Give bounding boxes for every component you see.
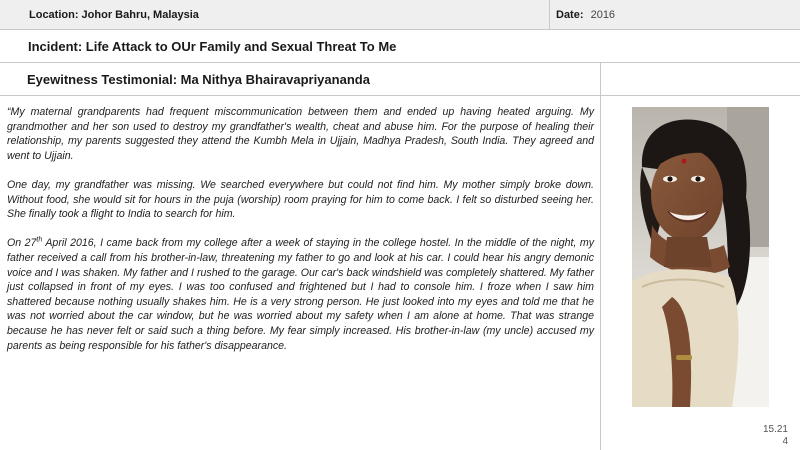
incident-row bbox=[0, 30, 800, 63]
eyewitness-row bbox=[0, 63, 800, 96]
eyewitness-title: Eyewitness Testimonial: Ma Nithya Bhairavapriyananda bbox=[27, 72, 370, 87]
paragraph-start: On 27 bbox=[7, 237, 37, 250]
page-number-line: 4 bbox=[782, 436, 788, 447]
incident-title: Incident: Life Attack to OUr Family and Sexual Threat To Me bbox=[28, 39, 397, 54]
paragraph-rest: April 2016, I came back from my college after a week of staying in the college hostel. In the middle of the night, my father received a call from his brother-in-law, threatening my father to go and look at his car. I could hear his angry demonic voice and I was shaken. My father and I rushed to the garage. Our car's back windshield was completely shattered. My father just collapsed in front of my eyes. I was too confused and frightened but I had to console him. I froze when I saw him shattered because nothing usually shakes him. He is a very strong person. He just looked into my eyes and told me that he was not worried about the car window, but he was worried about my safety when I am alone at home. That was strange because he has never felt or said such a thing before. My fear simply increased. His brother-in-law (my uncle) accused my parents as being responsible for his father's disappearance. bbox=[7, 237, 594, 352]
date-value: 2016 bbox=[590, 9, 616, 21]
column-divider bbox=[600, 96, 601, 450]
location-label: Location: Johor Bahru, Malaysia bbox=[0, 0, 550, 30]
date-label: Date: bbox=[556, 9, 584, 21]
testimonial-body bbox=[0, 96, 800, 450]
header-row bbox=[0, 0, 800, 30]
testimonial-paragraph bbox=[7, 236, 594, 353]
column-divider bbox=[600, 63, 601, 96]
page-number-line: 15.21 bbox=[762, 424, 788, 435]
testimonial-paragraph: One day, my grandfather was missing. We searched everywhere but could not find him. My mother simply broke down. Without food, she would sit for hours in the puja (worship) room praying for him to come back. I felt so disturbed seeing her. She finally took a flight to India to search for him. bbox=[7, 178, 594, 221]
page-number bbox=[748, 424, 788, 448]
testimonial-paragraph: “My maternal grandparents had frequent miscommunication between them and ended up having heated arguing. My grandmother and her son used to destroy my grandfather's wealth, cheat and abuse him. For the purpose of healing their relationship, my parents suggested they attend the Kumbh Mela in Ujjain, Madhya Pradesh, South India. They agreed and went to Ujjain. bbox=[7, 106, 594, 162]
ordinal-suffix: th bbox=[36, 236, 43, 244]
eyewitness-photo bbox=[632, 107, 769, 407]
testimonial-text bbox=[7, 105, 594, 368]
date-cell bbox=[550, 0, 800, 30]
